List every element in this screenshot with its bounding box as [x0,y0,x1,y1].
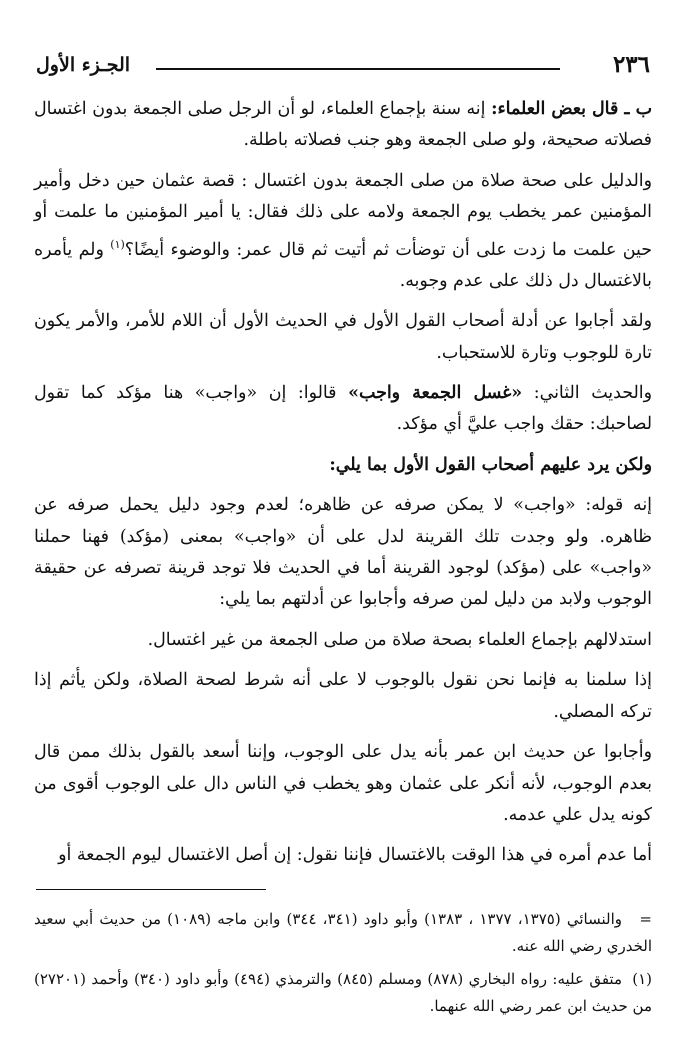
paragraph-4 [34,378,652,441]
main-text [34,94,652,881]
header-rule [156,68,560,70]
page-number: ٢٣٦ [612,51,650,78]
paragraph-1 [34,94,652,157]
paragraph-1-lead: ب ـ قال بعض العلماء: [491,99,652,119]
paragraph-8: إذا سلمنا به فإنما نحن نقول بالوجوب لا على أنه شرط لصحة الصلاة، ولكن يأثم إذا تركه المصلي. [34,670,652,722]
running-header [36,50,650,80]
paragraph-2-text-b: ولم يأمره بالاغتسال دل ذلك على عدم وجوبه. [34,239,652,291]
paragraph-9: وأجابوا عن حديث ابن عمر بأنه يدل على الوجوب، وإننا أسعد بالقول بذلك ممن قال بعدم الوجوب، لأنه أنكر على عثمان وهو يخطب في الناس دال على الوجوب أقوى من كونه يدل علي عدمه. [34,742,652,825]
paragraph-2 [34,166,652,297]
footnote-rule [36,889,266,890]
part-title: الجـزء الأول [36,54,131,76]
footnotes [34,906,652,1026]
footnote-text: متفق عليه: رواه البخاري (٨٧٨) ومسلم (٨٤٥) والترمذي (٤٩٤) وأبو داود (٣٤٠) وأحمد (٢٧٢٠١) من حديث ابن عمر رضي الله عنهما. [34,970,652,1015]
footnote-mark: (١) [632,970,652,988]
paragraph-6: إنه قوله: «واجب» لا يمكن صرفه عن ظاهره؛ لعدم وجود دليل يحمل صرفه عن ظاهره. ولو وجدت تلك القرينة لدل على أن «واجب» بمعنى (مؤكد) فهنا حملنا «واجب» على (مؤكد) لوجود القرينة أما في الحديث فلا توجد قرينة تصرفه عن حقيقة الوجوب ولابد من دليل لمن صرفه وأجابوا عن أدلتهم بما يلي: [34,495,652,610]
paragraph-5 [34,450,652,481]
footnote-text: والنسائي (١٣٧٥، ١٣٧٧ ، ١٣٨٣) وأبو داود (٣٤١، ٣٤٤) وابن ماجه (١٠٨٩) من حديث أبي سعيد الخدري رضي الله عنه. [34,910,652,955]
paragraph-4-text-b: قالوا: إن «واجب» هنا مؤكد كما تقول لصاحبك: حقك واجب عليَّ أي مؤكد. [34,383,652,435]
section-lead: ولكن يرد عليهم أصحاب القول الأول بما يلي: [329,454,652,475]
paragraph-3: ولقد أجابوا عن أدلة أصحاب القول الأول في الحديث الأول أن اللام للأمر، والأمر يكون تارة للوجوب وتارة للاستحباب. [34,311,652,363]
paragraph-7: استدلالهم بإجماع العلماء بصحة صلاة من صلى الجمعة من غير اغتسال. [147,629,652,650]
footnote-mark: = [639,910,652,928]
paragraph-4-text-a: والحديث الثاني: [522,383,653,404]
paragraph-2-text-a: والدليل على صحة صلاة من صلى الجمعة بدون اغتسال : قصة عثمان حين دخل وأمير المؤمنين عمر يخطب يوم الجمعة ولامه على ذلك فقال: يا أمير المؤمنين ما علمت أو حين علمت ما زدت على أن توضأت ثم أتيت ثم قال عمر: والوضوء أيضًا؟ [34,170,652,260]
footnote-reference: (١) [110,237,125,251]
footnote-continued [34,906,652,960]
hadith-quote: «غسل الجمعة واجب» [348,383,523,404]
footnote-1 [34,966,652,1020]
paragraph-1-text: إنه سنة بإجماع العلماء، لو أن الرجل صلى الجمعة بدون اغتسال فصلاته صحيحة، ولو صلى الجمعة وهو جنب فصلاته باطلة. [34,99,652,151]
paragraph-10: أما عدم أمره في هذا الوقت بالاغتسال فإننا نقول: إن أصل الاغتسال ليوم الجمعة أو [58,845,652,866]
